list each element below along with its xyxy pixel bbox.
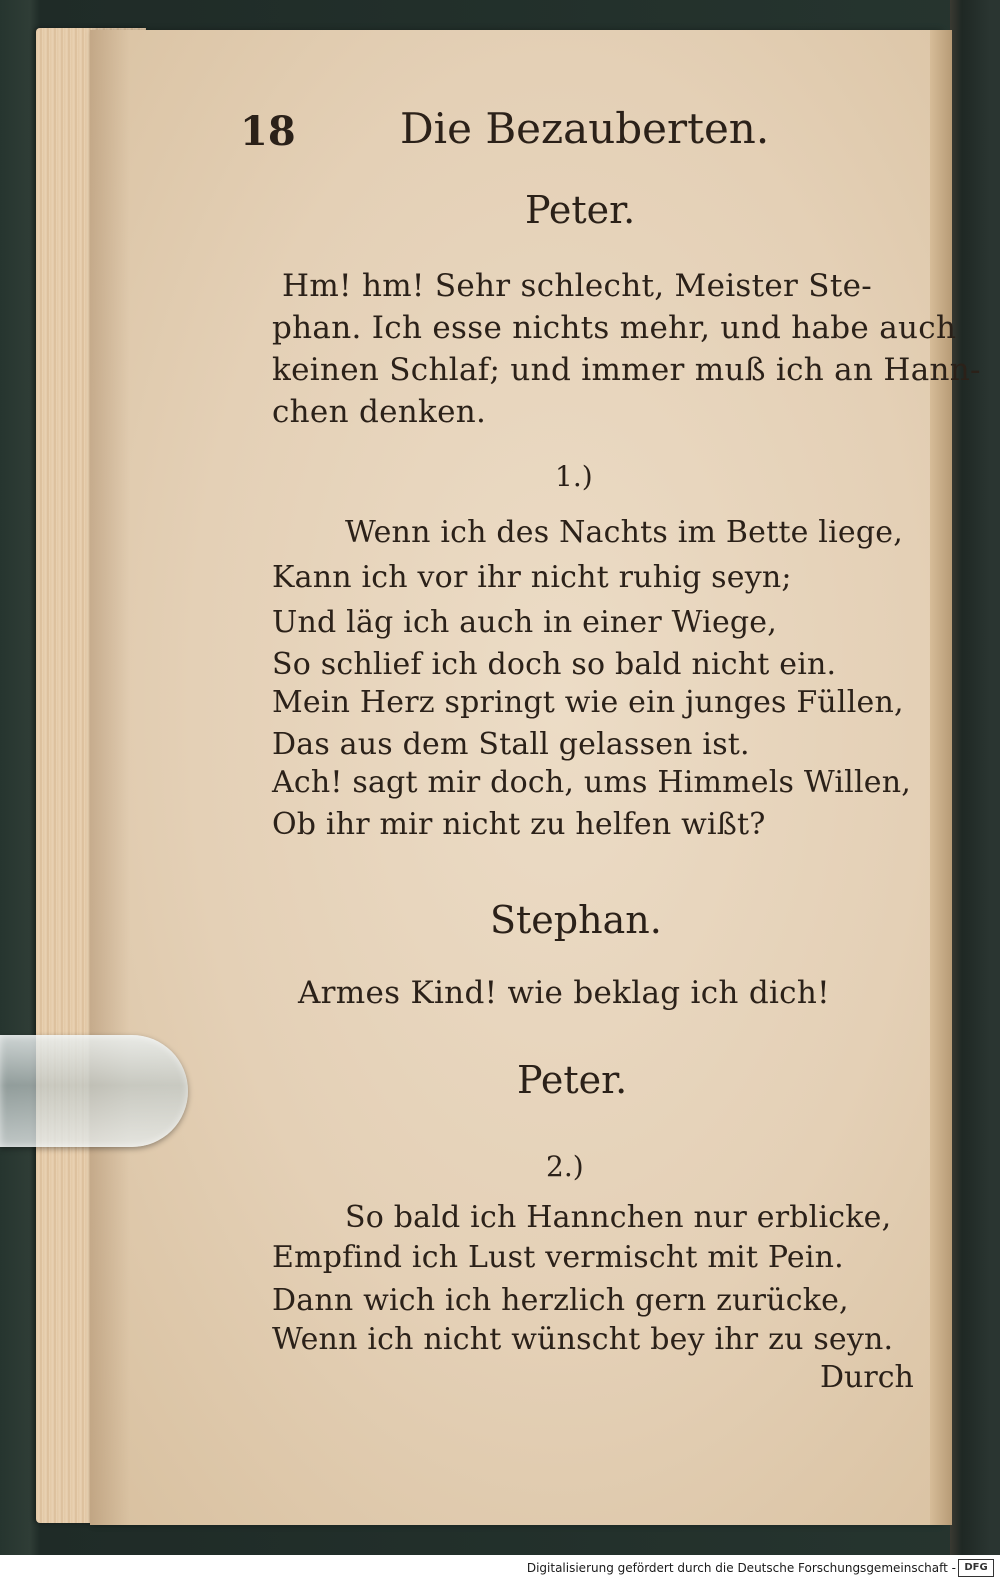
stanza-number: 2.) — [546, 1150, 584, 1183]
verse-line: Ach! sagt mir doch, ums Himmels Willen, — [272, 765, 911, 800]
verse-line: Und läg ich auch in einer Wiege, — [272, 605, 777, 640]
verse-line: Ob ihr mir nicht zu helfen wißt? — [272, 807, 766, 842]
dfg-logo: DFG — [958, 1559, 994, 1577]
book-cover-edge — [950, 0, 1000, 1555]
verse-line: Mein Herz springt wie ein junges Füllen, — [272, 685, 904, 720]
verse-line: Dann wich ich herzlich gern zurücke, — [272, 1283, 849, 1318]
verse-line: Wenn ich des Nachts im Bette liege, — [345, 515, 903, 550]
prose-line: phan. Ich esse nichts mehr, und habe auch — [272, 310, 957, 346]
catchword: Durch — [820, 1360, 914, 1395]
footer-bar — [0, 1555, 1000, 1581]
speaker-heading-peter: Peter. — [517, 1058, 628, 1102]
page-gutter-shadow — [90, 30, 130, 1525]
verse-line: So schlief ich doch so bald nicht ein. — [272, 647, 837, 682]
prose-line: keinen Schlaf; und immer muß ich an Hann- — [272, 352, 981, 388]
page-right-curl — [930, 30, 952, 1525]
verse-line: Das aus dem Stall gelassen ist. — [272, 727, 750, 762]
prose-line: chen denken. — [272, 394, 487, 430]
stephan-line: Armes Kind! wie beklag ich dich! — [298, 975, 830, 1011]
verse-line: Empfind ich Lust vermischt mit Pein. — [272, 1240, 844, 1275]
footer-credit: Digitalisierung gefördert durch die Deutsche Forschungsgemeinschaft - — [526, 1561, 956, 1575]
verse-line: So bald ich Hannchen nur erblicke, — [345, 1200, 892, 1235]
verse-line: Wenn ich nicht wünscht bey ihr zu seyn. — [272, 1322, 894, 1357]
speaker-heading-stephan: Stephan. — [490, 898, 662, 942]
running-title: Die Bezauberten. — [400, 104, 770, 153]
prose-line: Hm! hm! Sehr schlecht, Meister Ste- — [282, 268, 873, 304]
speaker-heading-peter: Peter. — [525, 188, 636, 232]
stanza-number: 1.) — [555, 460, 593, 493]
verse-line: Kann ich vor ihr nicht ruhig seyn; — [272, 560, 792, 595]
glass-page-weight — [0, 1035, 188, 1147]
page-number: 18 — [240, 108, 296, 155]
